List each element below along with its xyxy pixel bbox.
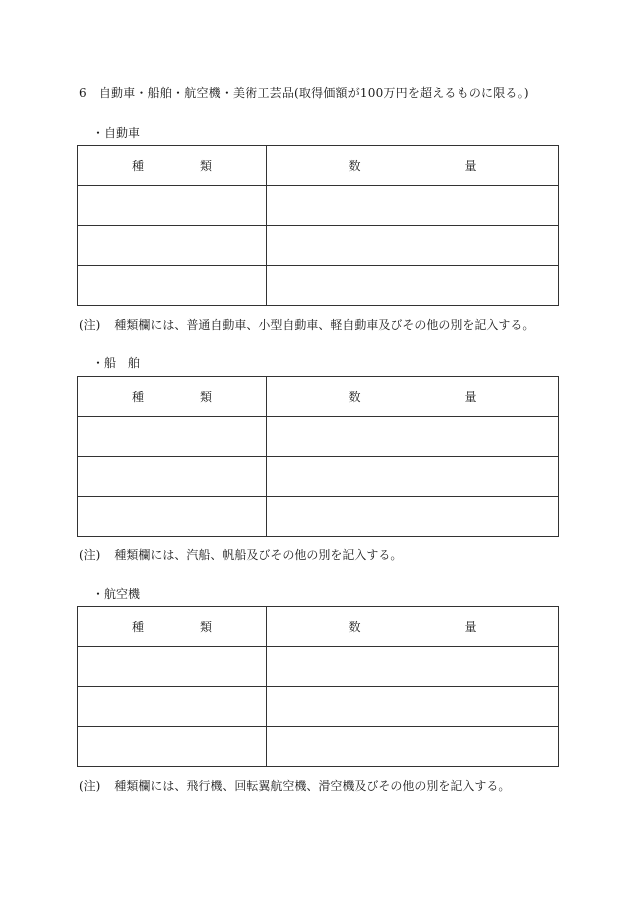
table-row bbox=[78, 226, 559, 266]
quantity-cell[interactable] bbox=[267, 497, 559, 537]
column-header-quantity: 数 量 bbox=[267, 377, 559, 417]
kind-cell[interactable] bbox=[78, 687, 267, 727]
note-text: 種類欄には、普通自動車、小型自動車、軽自動車及びその他の別を記入する。 bbox=[114, 318, 535, 332]
note-mark: (注) bbox=[79, 779, 101, 793]
table-row bbox=[78, 727, 559, 767]
table-header-row bbox=[78, 146, 559, 186]
table-row bbox=[78, 497, 559, 537]
table-row bbox=[78, 186, 559, 226]
column-header-quantity: 数 量 bbox=[267, 607, 559, 647]
heading-automobiles: ・自動車 bbox=[92, 126, 141, 140]
ships-table bbox=[77, 376, 559, 537]
note-text: 種類欄には、汽船、帆船及びその他の別を記入する。 bbox=[114, 548, 403, 562]
quantity-cell[interactable] bbox=[267, 266, 559, 306]
note-mark: (注) bbox=[79, 318, 101, 332]
quantity-cell[interactable] bbox=[267, 186, 559, 226]
note-ships bbox=[79, 546, 402, 563]
note-aircraft bbox=[79, 777, 510, 794]
quantity-cell[interactable] bbox=[267, 457, 559, 497]
quantity-cell[interactable] bbox=[267, 727, 559, 767]
column-header-kind: 種 類 bbox=[78, 146, 267, 186]
heading-ships: ・船 舶 bbox=[92, 356, 141, 370]
note-text: 種類欄には、飛行機、回転翼航空機、滑空機及びその他の別を記入する。 bbox=[114, 779, 511, 793]
column-header-kind: 種 類 bbox=[78, 377, 267, 417]
column-header-kind: 種 類 bbox=[78, 607, 267, 647]
kind-cell[interactable] bbox=[78, 186, 267, 226]
note-automobiles bbox=[79, 316, 534, 333]
table-row bbox=[78, 417, 559, 457]
heading-aircraft: ・航空機 bbox=[92, 587, 141, 601]
kind-cell[interactable] bbox=[78, 647, 267, 687]
table-row bbox=[78, 266, 559, 306]
quantity-cell[interactable] bbox=[267, 687, 559, 727]
section-number: 6 bbox=[79, 86, 87, 100]
table-row bbox=[78, 457, 559, 497]
kind-cell[interactable] bbox=[78, 226, 267, 266]
page-title bbox=[79, 84, 529, 101]
quantity-cell[interactable] bbox=[267, 417, 559, 457]
quantity-cell[interactable] bbox=[267, 226, 559, 266]
note-mark: (注) bbox=[79, 548, 101, 562]
table-header-row bbox=[78, 607, 559, 647]
automobiles-table bbox=[77, 145, 559, 306]
kind-cell[interactable] bbox=[78, 497, 267, 537]
table-row bbox=[78, 687, 559, 727]
kind-cell[interactable] bbox=[78, 417, 267, 457]
table-header-row bbox=[78, 377, 559, 417]
section-title-text: 自動車・船舶・航空機・美術工芸品(取得価額が100万円を超えるものに限る。) bbox=[98, 86, 529, 100]
kind-cell[interactable] bbox=[78, 727, 267, 767]
quantity-cell[interactable] bbox=[267, 647, 559, 687]
column-header-quantity: 数 量 bbox=[267, 146, 559, 186]
kind-cell[interactable] bbox=[78, 457, 267, 497]
table-row bbox=[78, 647, 559, 687]
aircraft-table bbox=[77, 606, 559, 767]
kind-cell[interactable] bbox=[78, 266, 267, 306]
